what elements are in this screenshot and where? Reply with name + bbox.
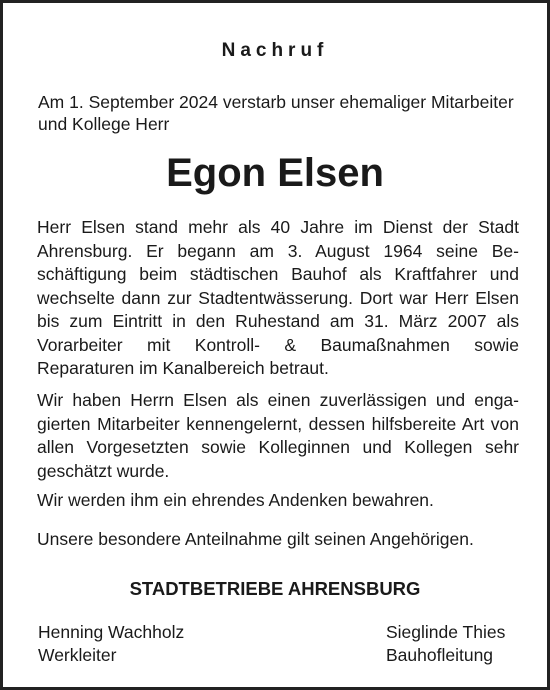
deceased-name: Egon Elsen — [166, 151, 384, 195]
signatory-name: Henning Wachholz — [38, 622, 185, 642]
condolence-paragraph: Unsere besondere Anteilnahme gilt seinen Angehörigen. — [37, 529, 474, 549]
remembrance-paragraph: Wir werden ihm ein ehrendes Andenken bewahren. — [37, 490, 434, 510]
signature-block-left — [38, 621, 184, 667]
appreciation-paragraph: Wir haben Herrn Elsen als einen zuverlässigen und engagierten Mitarbeiter kennengelernt, dessen hilfsbereite Art von allen Vorgesetzten sowie Kolleginnen und Kollegen sehr geschätzt wurde. — [37, 390, 519, 481]
signature-block-right — [386, 621, 505, 667]
organization-name: STADTBETRIEBE AHRENSBURG — [129, 578, 421, 599]
notice-heading: Nachruf — [221, 40, 329, 61]
signatory-name: Sieglinde Thies — [386, 622, 506, 642]
career-paragraph: Herr Elsen stand mehr als 40 Jahre im Dienst der Stadt Ahrensburg. Er begann am 3. August 1964 seine Beschäftigung beim städtischen Bauhof als Kraftfahrer und wechselte dann zur Stadtentwässerung. Dort war Herr Elsen bis zum Eintritt in den Ruhestand am 31. März 2007 als Vorarbeiter mit Kontroll- & Baumaßnahmen sowie Reparaturen im Kanalbereich betraut. — [37, 217, 519, 378]
signatory-title: Werkleiter — [38, 645, 117, 665]
intro-text: Am 1. September 2024 verstarb unser ehemaliger Mitarbeiter und Kollege Herr — [38, 92, 514, 134]
signatory-title: Bauhofleitung — [386, 645, 494, 665]
